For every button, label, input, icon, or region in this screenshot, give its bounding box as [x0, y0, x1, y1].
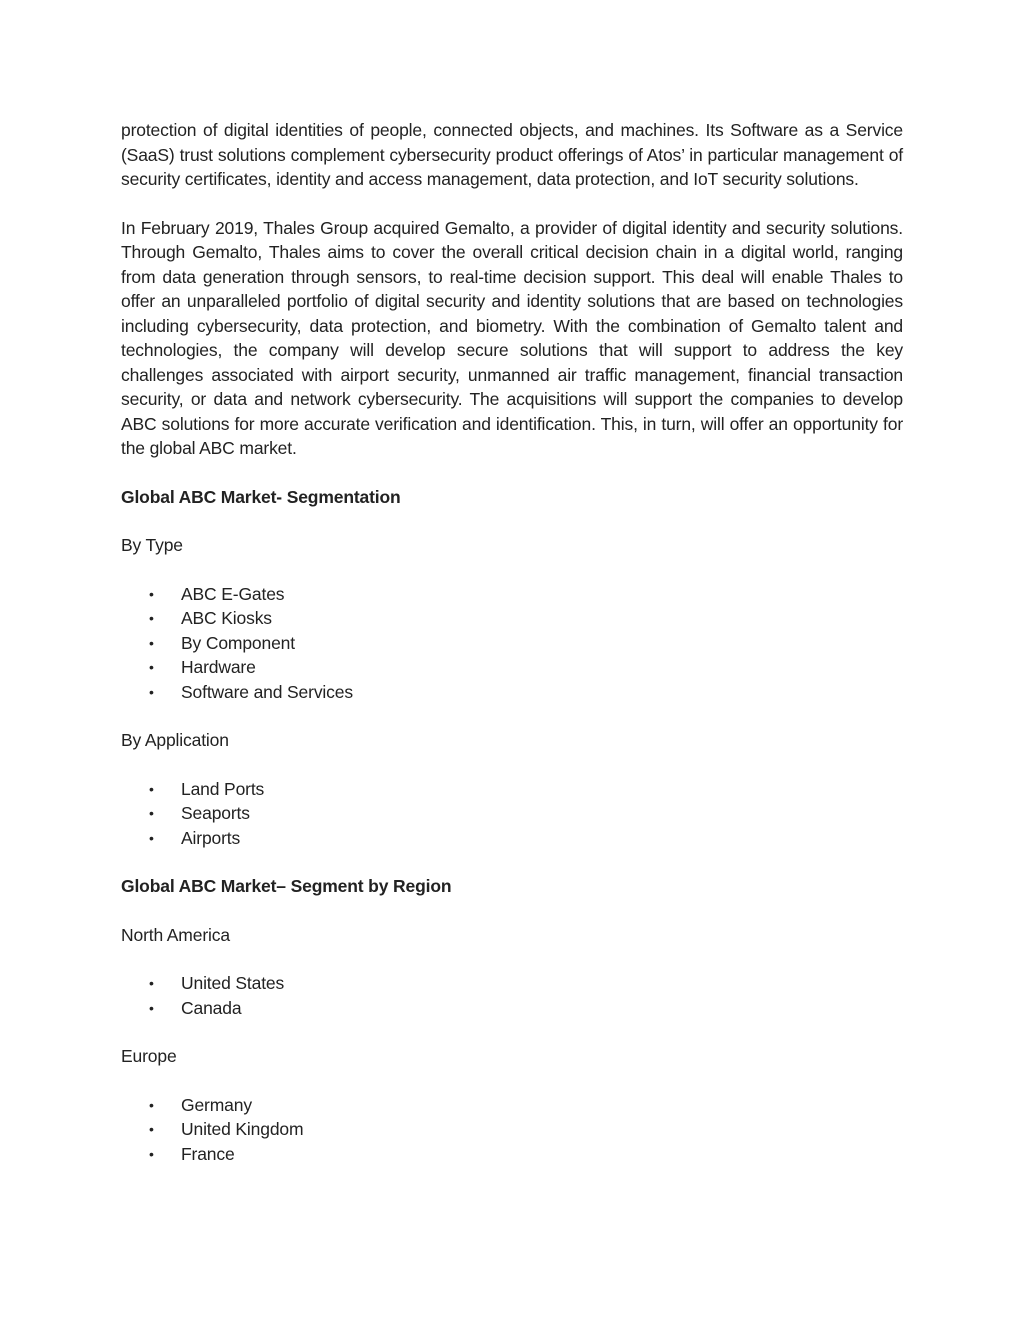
north-america-label: North America	[121, 924, 230, 945]
document-body	[121, 118, 903, 1190]
list-item-label: United States	[181, 973, 285, 993]
bullet-icon: •	[149, 829, 154, 846]
list-item-label: Airports	[181, 827, 241, 848]
list-item-label: ABC E-Gates	[181, 583, 285, 604]
bullet-icon: •	[149, 659, 154, 675]
bullet-icon: •	[149, 610, 154, 626]
list-item-label: Germany	[181, 1094, 252, 1115]
bullet-icon: •	[149, 1121, 154, 1137]
bullet-icon: •	[149, 585, 154, 602]
intro-paragraph: protection of digital identities of people, connected objects, and machines. Its Software as a Service (SaaS) trust solutions complement cybersecurity product offerings of Atos’ in particular management of security certificates, identity and access management, data protection, and IoT security solutions.	[121, 120, 903, 189]
list-item	[121, 655, 903, 680]
list-item	[121, 680, 903, 705]
list-item-label: Canada	[181, 997, 242, 1018]
list-item-label: Hardware	[181, 657, 256, 677]
by-type-label: By Type	[121, 535, 183, 555]
list-item	[121, 777, 903, 802]
thales-acquisition-paragraph: In February 2019, Thales Group acquired Gemalto, a provider of digital identity and security solutions. Through Gemalto, Thales aims to cover the overall critical decision chain in a digital world, ranging from data generation through sensors, to real-time decision support. This deal will enable Thales to offer an unparalleled portfolio of digital security and identity solutions that are based on technologies including cybersecurity, data protection, and biometry. With the combination of Gemalto talent and technologies, the company will develop secure solutions that will support to address the key challenges associated with airport security, unmanned air traffic management, financial transaction security, or data and network cybersecurity. The acquisitions will support the companies to develop ABC solutions for more accurate verification and identification. This, in turn, will offer an opportunity for the global ABC market.	[121, 217, 903, 458]
list-item	[121, 1117, 903, 1142]
segmentation-heading: Global ABC Market- Segmentation	[121, 486, 401, 507]
by-type-list	[121, 582, 903, 705]
list-item-label: Seaports	[181, 803, 250, 823]
list-item	[121, 996, 903, 1021]
list-item	[121, 971, 903, 996]
by-application-list	[121, 777, 903, 851]
bullet-icon: •	[149, 780, 154, 797]
list-item	[121, 582, 903, 607]
list-item-label: France	[181, 1143, 235, 1164]
list-item	[121, 1093, 903, 1118]
list-item	[121, 826, 903, 851]
list-item	[121, 631, 903, 656]
europe-list	[121, 1093, 903, 1167]
list-item	[121, 606, 903, 631]
europe-label: Europe	[121, 1046, 177, 1066]
list-item-label: Land Ports	[181, 778, 265, 799]
north-america-list	[121, 971, 903, 1020]
bullet-icon: •	[149, 683, 154, 700]
list-item-label: Software and Services	[181, 681, 353, 702]
bullet-icon: •	[149, 999, 154, 1016]
bullet-icon: •	[149, 1096, 154, 1113]
bullet-icon: •	[149, 1145, 154, 1162]
list-item-label: By Component	[181, 632, 295, 653]
list-item	[121, 1142, 903, 1167]
region-heading: Global ABC Market– Segment by Region	[121, 876, 452, 896]
bullet-icon: •	[149, 634, 154, 651]
list-item-label: ABC Kiosks	[181, 608, 272, 628]
list-item	[121, 801, 903, 826]
by-application-label: By Application	[121, 730, 229, 750]
bullet-icon: •	[149, 805, 154, 821]
list-item-label: United Kingdom	[181, 1119, 304, 1139]
bullet-icon: •	[149, 975, 154, 991]
